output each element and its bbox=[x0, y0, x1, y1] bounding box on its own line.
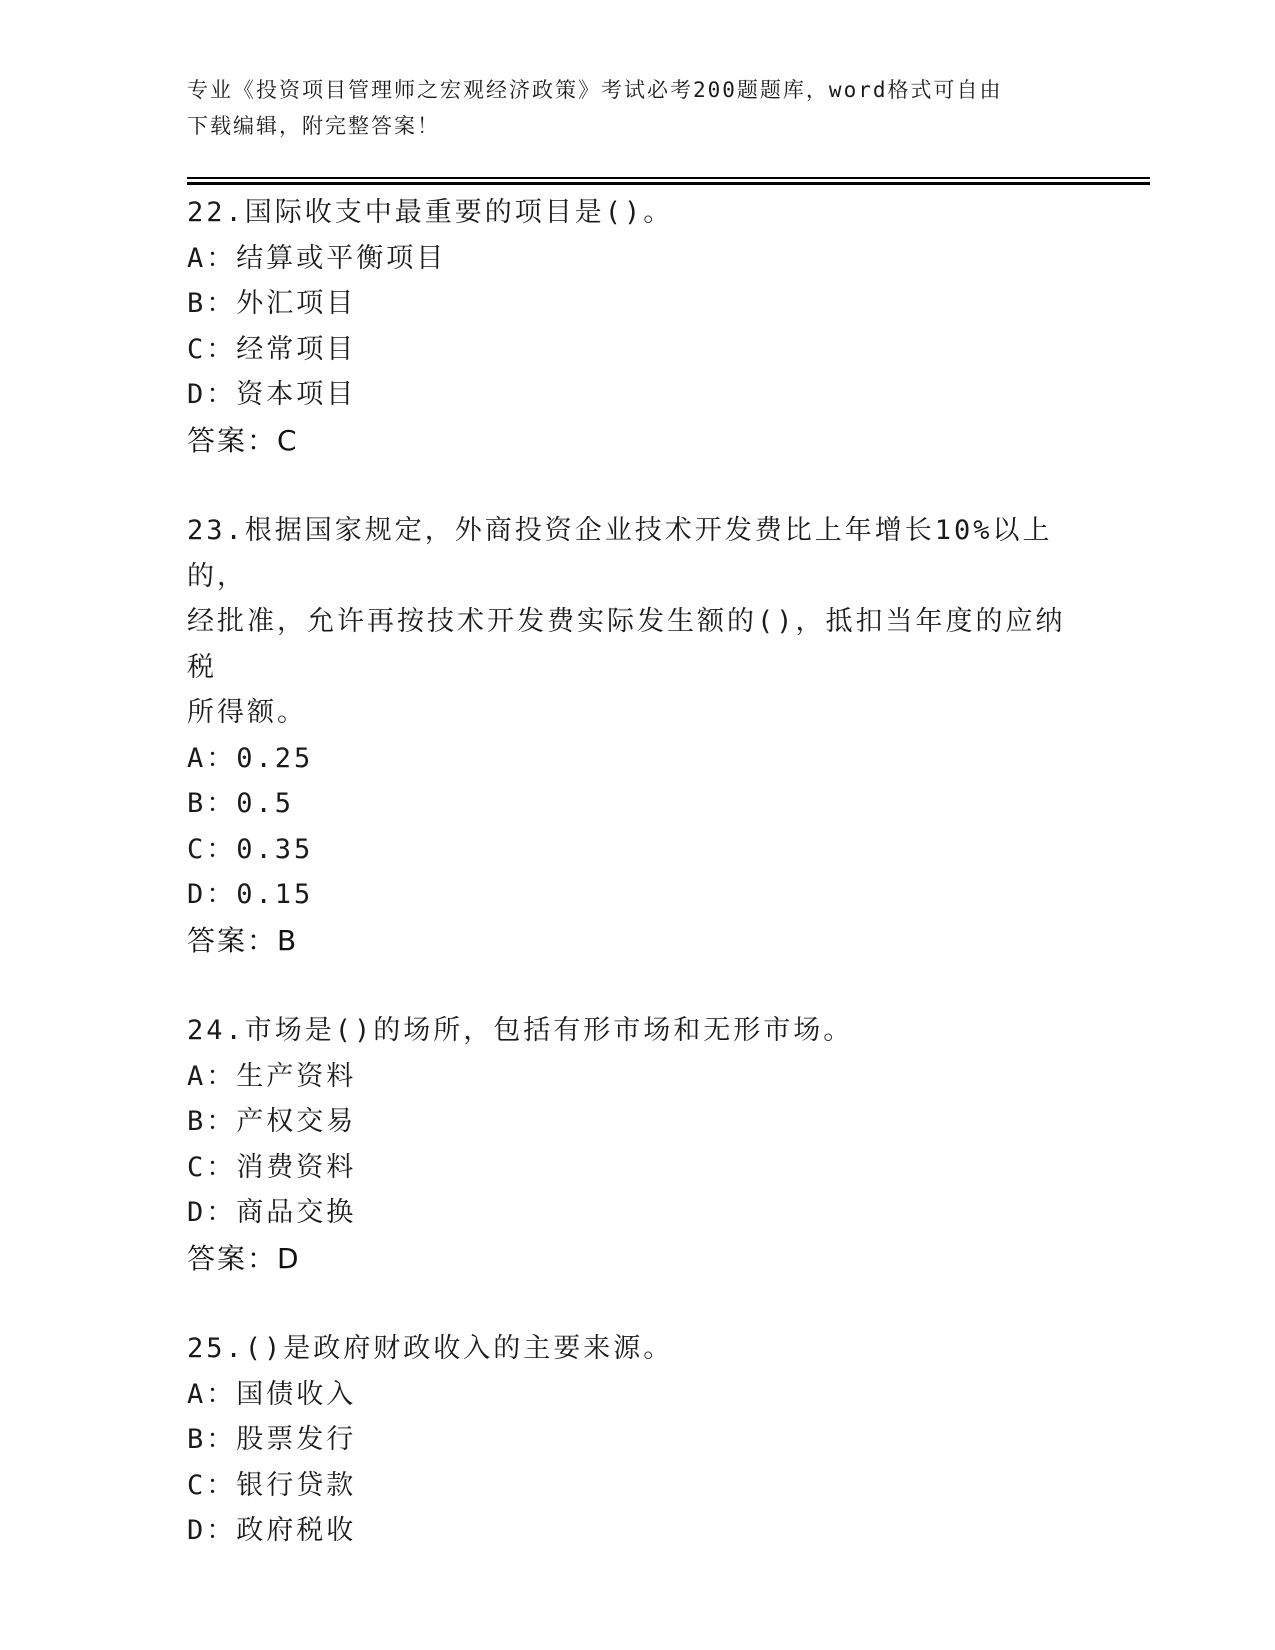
answer-option: D：0.15 bbox=[187, 879, 314, 910]
question-stem-line: 所得额。 bbox=[187, 697, 307, 728]
question-stem-line: 24.市场是()的场所，包括有形市场和无形市场。 bbox=[187, 1015, 854, 1046]
question-block bbox=[187, 508, 1087, 963]
answer-option: B：0.5 bbox=[187, 788, 295, 819]
question-list bbox=[187, 190, 1087, 1554]
header-intro-line-2: 下载编辑，附完整答案！ bbox=[187, 114, 440, 138]
question-stem-line: 经批准，允许再按技术开发费实际发生额的()，抵扣当年度的应纳税 bbox=[187, 606, 1066, 683]
answer-option: C：经常项目 bbox=[187, 333, 357, 365]
question-block bbox=[187, 1008, 1087, 1281]
answer-option: B：产权交易 bbox=[187, 1106, 357, 1137]
answer-option: A：0.25 bbox=[187, 742, 314, 774]
answer-option: A：国债收入 bbox=[187, 1378, 357, 1410]
answer-option: B：外汇项目 bbox=[187, 288, 357, 319]
question-stem-line: 22.国际收支中最重要的项目是()。 bbox=[187, 197, 674, 228]
question-stem-line: 25.()是政府财政收入的主要来源。 bbox=[187, 1333, 674, 1364]
answer-key: 答案：D bbox=[187, 1241, 301, 1275]
header-divider-thin bbox=[187, 177, 1150, 179]
answer-option: C：消费资料 bbox=[187, 1151, 357, 1183]
answer-option: C：银行贷款 bbox=[187, 1469, 357, 1501]
document-header bbox=[187, 72, 1087, 144]
question-spacer bbox=[187, 963, 1087, 1008]
answer-key: 答案：C bbox=[187, 423, 299, 457]
answer-option: A：结算或平衡项目 bbox=[187, 242, 447, 274]
answer-key: 答案：B bbox=[187, 923, 299, 957]
header-intro-line-1: 专业《投资项目管理师之宏观经济政策》考试必考200题题库，word格式可自由 bbox=[187, 78, 1003, 102]
question-spacer bbox=[187, 1281, 1087, 1326]
question-block bbox=[187, 1326, 1087, 1554]
question-block bbox=[187, 190, 1087, 463]
answer-option: A：生产资料 bbox=[187, 1060, 357, 1092]
header-divider-thick bbox=[187, 182, 1150, 185]
answer-option: D：政府税收 bbox=[187, 1515, 357, 1546]
question-spacer bbox=[187, 463, 1087, 508]
answer-option: C：0.35 bbox=[187, 833, 314, 865]
answer-option: B：股票发行 bbox=[187, 1424, 357, 1455]
answer-option: D：商品交换 bbox=[187, 1197, 357, 1228]
question-stem-line: 23.根据国家规定，外商投资企业技术开发费比上年增长10%以上的， bbox=[187, 515, 1053, 592]
answer-option: D：资本项目 bbox=[187, 379, 357, 410]
